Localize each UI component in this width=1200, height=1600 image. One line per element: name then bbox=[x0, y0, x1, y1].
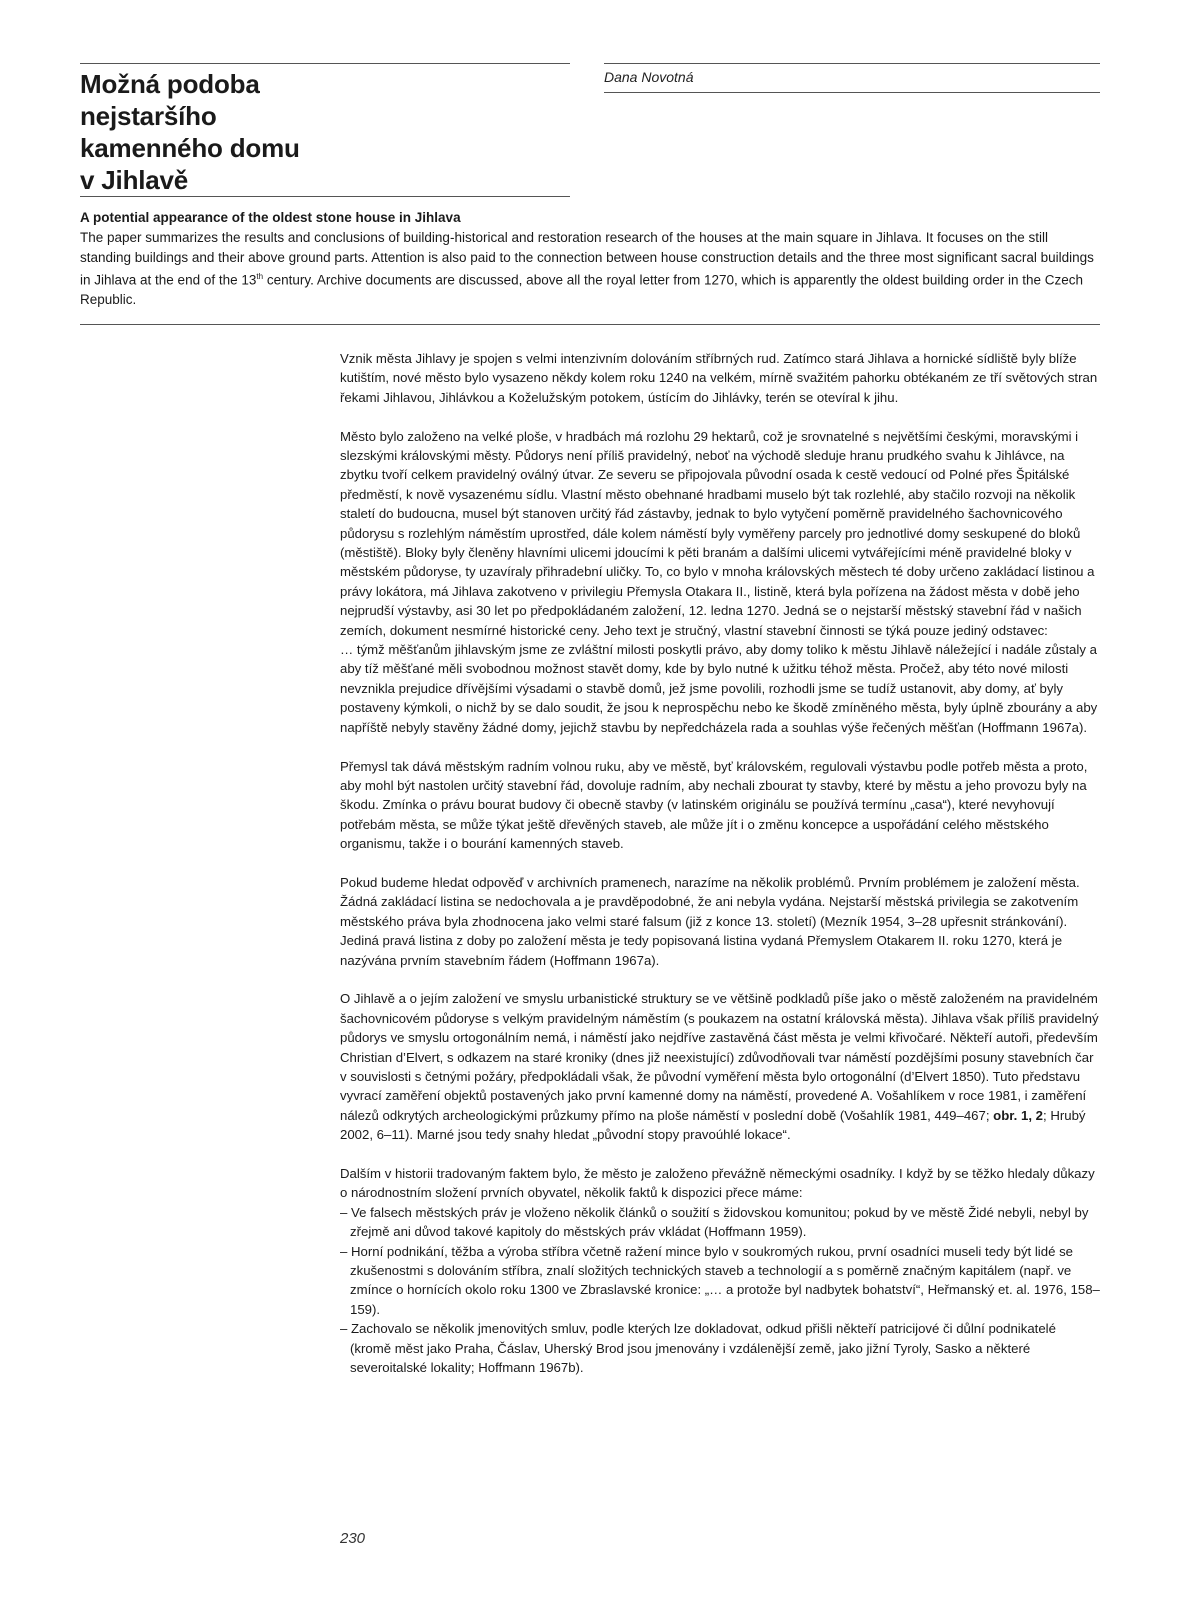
abstract-text-part: century. Archive documents are discussed, above all the royal letter from 1270, which is apparently the oldest building order in the Czech Republic. bbox=[80, 272, 1084, 307]
title-block bbox=[80, 68, 570, 196]
page-number: 230 bbox=[340, 1530, 366, 1547]
abstract-text-part: The paper summarizes the results and conclusions of building-historical and restoration research of the houses at the main square in Jihlava. It focuses on the still standing buildings and their above ground parts. Attention is also paid to the connection between house construction details and the three most significant sacral buildings in Jihlava at the end of the 13 bbox=[80, 230, 1094, 288]
body-paragraph bbox=[340, 989, 1100, 1144]
abstract-text bbox=[80, 228, 1100, 310]
title-underline bbox=[80, 196, 570, 197]
abstract-underline bbox=[80, 324, 1100, 325]
body-paragraph: Vznik města Jihlavy je spojen s velmi intenzivním dolováním stříbrných rud. Zatímco stará Jihlava a hornické sídliště byly blíže kutištím, nové město bylo vysazeno někdy kolem roku 1240 na velkém, mírně svažitém pahorku obtékaném ze tří světových stran řekami Jihlavou, Jihlávkou a Koželužským potokem, ústícím do Jihlávky, terén se otevíral k jihu. bbox=[340, 351, 1098, 405]
author-underline bbox=[604, 92, 1100, 93]
list-item: – Horní podnikání, těžba a výroba stříbra včetně ražení mince bylo v soukromých rukou, první osadníci museli tedy být lidé se zkušenostmi s dolováním stříbra, znalí složitých technických staveb a technologií a s poměrně značným kapitálem (např. ve zmínce o hornících okolo roku 1300 ve Zbraslavské kronice: „… a protože byl nadbytek bohatství“, Heřmanský et. al. 1976, 158–159). bbox=[340, 1242, 1100, 1320]
body-paragraph: Přemysl tak dává městským radním volnou ruku, aby ve městě, byť královském, regulovali výstavbu podle potřeb města a proto, aby mohl být nastolen určitý stavební řád, dovoluje radním, aby nechali zbourat ty stavby, které by městu a jeho provozu byly na škodu. Zmínka o právu bourat budovy či obecně stavby (v latinském originálu se používá termínu „casa“), které nevyhovují potřebám města, se může týkat ještě dřevěných staveb, ale může jít i o změnu koncepce a uspořádání celého městského organismu, takže i o bourání kamenných staveb. bbox=[340, 758, 1088, 852]
article-body bbox=[340, 349, 1100, 1377]
body-quote: … týmž měšťanům jihlavským jsme ze zvláštní milosti poskytli právo, aby domy toliko k městu Jihlavě náležející i nadále zůstaly a aby tíž měšťané měli svobodnou možnost stavět domy, kde by bylo nutné k užitku téhož města. Pročež, aby této nové milosti nevznikla prejudice dřívějšími výsadami o stavbě domů, jež jsme povolili, rozhodli jsme se tudíž ustanovit, aby domy, ať byly postaveny kýmkoli, o nichž by se dalo soudit, že jsou k neprospěchu nebo ke škodě zmíněného města, byly úplně zbourány a aby napříště nebyly stavěny žádné domy, jejichž stavbu by nepředcházela rada a souhlas výše řečených měšťan (Hoffmann 1967a). bbox=[340, 642, 1098, 735]
body-paragraph: Pokud budeme hledat odpověď v archivních pramenech, narazíme na několik problémů. Prvním problémem je založení města. Žádná zakládací listina se nedochovala a je pravděpodobné, že ani nebyla vydána. Nejstarší městská privilegia se zakotvením městského práva byla zhodnocena jako velmi staré falsum (již z konce 13. století) (Mezník 1954, 3–28 upřesnit stránkování). Jediná pravá listina z doby po založení města je tedy popisovaná listina vydaná Přemyslem Otakarem II. roku 1270, která je nazývána prvním stavebním řádem (Hoffmann 1967a). bbox=[340, 874, 1080, 968]
article-title: Možná podoba nejstaršího kamenného domu v Jihlavě bbox=[80, 69, 300, 195]
top-rule-right bbox=[604, 63, 1100, 64]
figure-reference: obr. 1, 2 bbox=[993, 1107, 1043, 1123]
fact-list bbox=[340, 1203, 1100, 1378]
author-name: Dana Novotná bbox=[604, 69, 694, 85]
body-paragraph: Dalším v historii tradovaným faktem bylo, že město je založeno převážně německými osadníky. I když by se těžko hledaly důkazy o národnostním složení prvních obyvatel, několik faktů k dispozici přece máme: bbox=[340, 1165, 1095, 1201]
body-text-part: O Jihlavě a o jejím založení ve smyslu urbanistické struktury se ve většině podkladů píše jako o městě založeném na pravidelném šachovnicovém půdoryse s velkým pravidelným náměstím (s poukazem na ostatní královská města). Jihlava však příliš pravidelný půdorys ve smyslu ortogonálním nemá, i náměstí jako nejdříve zastavěná část města je velmi křivočaré. Někteří autoři, především Christian d’Elvert, s odkazem na staré kroniky (dnes již neexistující) zdůvodňovali tvar náměstí pozdějšími posuny stavebních čar v souvislosti s četnými požáry, předpokládali však, že původní vyměření města bylo ortogonální (d’Elvert 1850). Tuto představu vyvrací zaměření objektů postavených jako první kamenné domy na náměstí, provedené A. Vošahlíkem v roce 1981, i zaměření nálezů odkrytých archeologickými průzkumy přímo na ploše náměstí v poslední době (Vošahlík 1981, 449–467; bbox=[340, 991, 1099, 1123]
list-item: – Zachovalo se několik jmenovitých smluv, podle kterých lze dokladovat, odkud přišli někteří patricijové či důlní podnikatelé (kromě měst jako Praha, Čáslav, Uherský Brod jsou jmenovány i vzdálenější země, jako jižní Tyroly, Sasko a některé severoitalské lokality; Hoffmann 1967b). bbox=[340, 1319, 1100, 1377]
top-rule-left bbox=[80, 63, 570, 64]
body-paragraph: Město bylo založeno na velké ploše, v hradbách má rozlohu 29 hektarů, což je srovnatelné s největšími českými, moravskými i slezskými královskými městy. Půdorys není příliš pravidelný, neboť na východě sleduje hranu prudkého svahu k Jihlávce, na zbytku tvoří celkem pravidelný oválný útvar. Ze severu se připojovala původní osada k cestě vedoucí od Polné přes Špitálské předměstí, k nově vysazenému sídlu. Vlastní město obehnané hradbami muselo být tak rozlehlé, aby stačilo rozvoji na několik staletí do budoucna, musel být stanoven určitý řád zástavby, jednak to bylo vytyčení poměrně pravidelného šachovnicového půdorysu s rozlehlým náměstím uprostřed, dále kolem náměstí byly vyměřeny parcely pro jednotlivé domy seskupené do bloků (městiště). Bloky byly členěny hlavními ulicemi jdoucími k pěti branám a dalšími ulicemi vytvářejícími méně pravidelné bloky v městském půdoryse, ty uzavíraly přihradební uličky. To, co bylo v mnoha královských městech té doby určeno zakládací listinou a právy lokátora, má Jihlava zakotveno v privilegiu Přemysla Otakara II., listině, která byla pořízena na žádost města v době jeho nejprudší výstavby, asi 30 let po předpokládaném založení, 12. ledna 1270. Jedná se o nejstarší městský stavební řád v našich zemích, dokument nesmírné historické ceny. Jeho text je stručný, vlastní stavební činnosti se týká pouze jediný odstavec: bbox=[340, 428, 1095, 638]
abstract-superscript: th bbox=[256, 272, 264, 281]
list-item: – Ve falsech městských práv je vloženo několik článků o soužití s židovskou komunitou; pokud by ve městě Židé nebyli, nebyl by zřejmě ani důvod takové kapitoly do městských práv vkládat (Hoffmann 1959). bbox=[340, 1203, 1100, 1242]
abstract-title: A potential appearance of the oldest stone house in Jihlava bbox=[80, 210, 461, 225]
abstract bbox=[80, 209, 1100, 310]
body-text-part: ; Hrubý 2002, 6–11). Marné jsou tedy snahy hledat „původní stopy pravoúhlé lokace“. bbox=[340, 1107, 1086, 1143]
